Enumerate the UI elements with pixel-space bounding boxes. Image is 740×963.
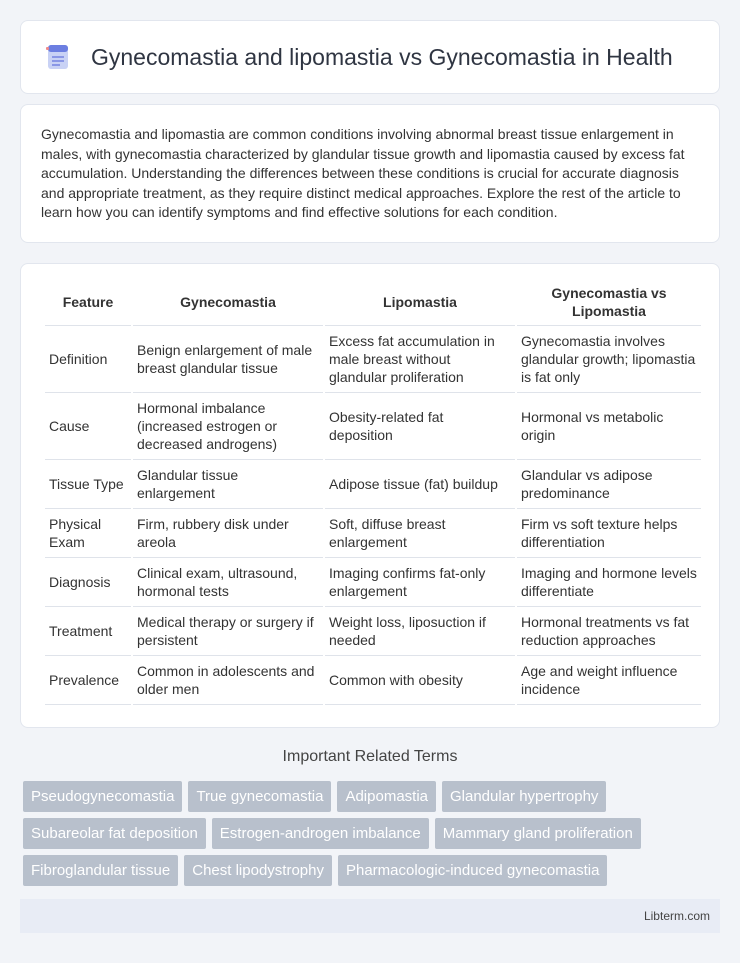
related-term-tag[interactable]: Fibroglandular tissue — [23, 855, 178, 886]
intro-paragraph: Gynecomastia and lipomastia are common conditions involving abnormal breast tissue enlargement in males, with gynecomastia characterized by glandular tissue growth and lipomastia caused by excess fat accumulation. Understanding the differences between these conditions is crucial for accurate diagnosis and appropriate treatment, as they require distinct medical approaches. Explore the rest of the article to learn how you can identify symptoms and find effective solutions for each condition. — [41, 126, 685, 221]
table-cell: Physical Exam — [45, 509, 131, 558]
header-card — [20, 20, 720, 94]
table-cell: Glandular tissue enlargement — [133, 460, 323, 509]
table-cell: Weight loss, liposuction if needed — [325, 607, 515, 656]
footer-site-link[interactable]: Libterm.com — [643, 909, 710, 923]
table-cell: Firm vs soft texture helps differentiation — [517, 509, 701, 558]
table-row — [45, 326, 701, 393]
table-cell: Obesity-related fat deposition — [325, 393, 515, 460]
related-term-tag[interactable]: Adipomastia — [337, 781, 436, 812]
footer — [20, 899, 720, 933]
related-terms-heading: Important Related Terms — [282, 748, 458, 765]
related-term-tag[interactable]: Pharmacologic-induced gynecomastia — [338, 855, 607, 886]
table-cell: Imaging confirms fat-only enlargement — [325, 558, 515, 607]
related-terms-list — [23, 781, 713, 886]
column-header: Feature — [45, 278, 131, 326]
table-cell: Clinical exam, ultrasound, hormonal tests — [133, 558, 323, 607]
table-cell: Adipose tissue (fat) buildup — [325, 460, 515, 509]
related-term-tag[interactable]: Mammary gland proliferation — [435, 818, 641, 849]
table-cell: Excess fat accumulation in male breast without glandular proliferation — [325, 326, 515, 393]
table-cell: Common with obesity — [325, 656, 515, 705]
table-header-row — [45, 278, 701, 326]
table-row — [45, 509, 701, 558]
table-cell: Age and weight influence incidence — [517, 656, 701, 705]
related-term-tag[interactable]: Chest lipodystrophy — [184, 855, 332, 886]
table-cell: Firm, rubbery disk under areola — [133, 509, 323, 558]
related-term-tag[interactable]: Estrogen-androgen imbalance — [212, 818, 429, 849]
table-row — [45, 558, 701, 607]
related-term-tag[interactable]: True gynecomastia — [188, 781, 331, 812]
table-cell: Gynecomastia involves glandular growth; lipomastia is fat only — [517, 326, 701, 393]
intro-card — [20, 104, 720, 243]
comparison-table — [43, 278, 703, 705]
column-header: Lipomastia — [325, 278, 515, 326]
table-cell: Medical therapy or surgery if persistent — [133, 607, 323, 656]
related-term-tag[interactable]: Glandular hypertrophy — [442, 781, 606, 812]
table-cell: Prevalence — [45, 656, 131, 705]
related-term-tag[interactable]: Subareolar fat deposition — [23, 818, 206, 849]
table-cell: Definition — [45, 326, 131, 393]
table-cell: Hormonal vs metabolic origin — [517, 393, 701, 460]
comparison-table-card — [20, 263, 720, 728]
table-cell: Benign enlargement of male breast glandular tissue — [133, 326, 323, 393]
table-cell: Tissue Type — [45, 460, 131, 509]
table-cell: Glandular vs adipose predominance — [517, 460, 701, 509]
table-row — [45, 393, 701, 460]
table-cell: Treatment — [45, 607, 131, 656]
column-header: Gynecomastia vs Lipomastia — [517, 278, 701, 326]
table-cell: Hormonal treatments vs fat reduction approaches — [517, 607, 701, 656]
table-cell: Soft, diffuse breast enlargement — [325, 509, 515, 558]
table-row — [45, 656, 701, 705]
column-header: Gynecomastia — [133, 278, 323, 326]
table-cell: Imaging and hormone levels differentiate — [517, 558, 701, 607]
table-cell: Cause — [45, 393, 131, 460]
table-row — [45, 607, 701, 656]
table-cell: Common in adolescents and older men — [133, 656, 323, 705]
related-term-tag[interactable]: Pseudogynecomastia — [23, 781, 182, 812]
table-cell: Hormonal imbalance (increased estrogen or decreased androgens) — [133, 393, 323, 460]
document-icon — [45, 43, 71, 71]
page-title: Gynecomastia and lipomastia vs Gynecomastia in Health — [91, 43, 673, 70]
table-cell: Diagnosis — [45, 558, 131, 607]
table-row — [45, 460, 701, 509]
